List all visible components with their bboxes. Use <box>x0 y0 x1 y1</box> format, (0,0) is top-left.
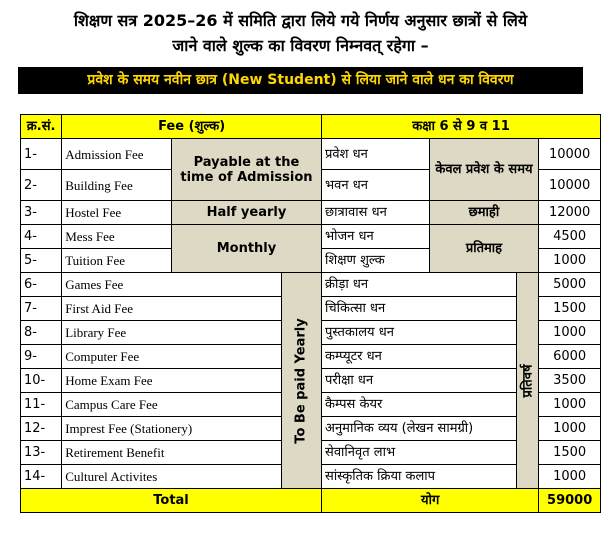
row-serial: 8- <box>21 321 62 345</box>
header-fee: Fee (शुल्क) <box>62 115 322 139</box>
header-class: कक्षा 6 से 9 व 11 <box>322 115 601 139</box>
row-hindi-name: चिकित्सा धन <box>322 297 517 321</box>
group-hostel-en: Half yearly <box>171 201 321 225</box>
row-amount: 4500 <box>539 225 601 249</box>
group-admission-en: Payable at the time of Admission <box>171 139 321 201</box>
table-row <box>21 201 601 225</box>
row-fee-name: Games Fee <box>62 273 281 297</box>
row-hindi-name: परीक्षा धन <box>322 369 517 393</box>
row-amount: 12000 <box>539 201 601 225</box>
total-label-hi: योग <box>322 489 539 513</box>
row-serial: 9- <box>21 345 62 369</box>
row-serial: 3- <box>21 201 62 225</box>
row-hindi-name: भवन धन <box>322 170 430 201</box>
heading-line-2: जाने वाले शुल्क का विवरण निम्नवत् रहेगा – <box>172 36 429 55</box>
row-amount: 10000 <box>539 139 601 170</box>
group-yearly-en: To Be paid Yearly <box>281 273 321 489</box>
row-fee-name: Imprest Fee (Stationery) <box>62 417 281 441</box>
row-fee-name: Retirement Benefit <box>62 441 281 465</box>
row-amount: 3500 <box>539 369 601 393</box>
fee-table <box>20 114 601 513</box>
row-hindi-name: पुस्तकालय धन <box>322 321 517 345</box>
row-fee-name: Building Fee <box>62 170 172 201</box>
row-serial: 2- <box>21 170 62 201</box>
table-row <box>21 225 601 249</box>
row-serial: 13- <box>21 441 62 465</box>
row-amount: 1000 <box>539 321 601 345</box>
row-amount: 5000 <box>539 273 601 297</box>
table-row <box>21 273 601 297</box>
heading-line-1: शिक्षण सत्र 2025–26 में समिति द्वारा लिये गये निर्णय अनुसार छात्रों से लिये <box>73 11 528 30</box>
row-amount: 1500 <box>539 441 601 465</box>
row-serial: 12- <box>21 417 62 441</box>
row-fee-name: Tuition Fee <box>62 249 172 273</box>
table-row <box>21 139 601 170</box>
row-fee-name: Library Fee <box>62 321 281 345</box>
row-fee-name: Computer Fee <box>62 345 281 369</box>
row-fee-name: Campus Care Fee <box>62 393 281 417</box>
row-hindi-name: शिक्षण शुल्क <box>322 249 430 273</box>
row-amount: 6000 <box>539 345 601 369</box>
row-hindi-name: सांस्कृतिक क्रिया कलाप <box>322 465 517 489</box>
row-hindi-name: भोजन धन <box>322 225 430 249</box>
row-serial: 6- <box>21 273 62 297</box>
group-hostel-hi: छमाही <box>429 201 539 225</box>
row-hindi-name: प्रवेश धन <box>322 139 430 170</box>
group-yearly-hi: प्रतिवर्ष <box>517 273 539 489</box>
row-serial: 14- <box>21 465 62 489</box>
new-student-banner: प्रवेश के समय नवीन छात्र (New Student) से लिया जाने वाले धन का विवरण <box>18 67 583 94</box>
row-hindi-name: सेवानिवृत लाभ <box>322 441 517 465</box>
row-hindi-name: कैम्पस केयर <box>322 393 517 417</box>
group-monthly-hi: प्रतिमाह <box>429 225 539 273</box>
row-serial: 4- <box>21 225 62 249</box>
group-monthly-en: Monthly <box>171 225 321 273</box>
row-amount: 10000 <box>539 170 601 201</box>
total-row <box>21 489 601 513</box>
row-amount: 1000 <box>539 249 601 273</box>
page-heading <box>0 8 601 58</box>
header-serial: क्र.सं. <box>21 115 62 139</box>
row-fee-name: Home Exam Fee <box>62 369 281 393</box>
total-label-en: Total <box>21 489 322 513</box>
row-serial: 1- <box>21 139 62 170</box>
row-amount: 1500 <box>539 297 601 321</box>
row-fee-name: Mess Fee <box>62 225 172 249</box>
row-serial: 11- <box>21 393 62 417</box>
row-hindi-name: अनुमानिक व्यय (लेखन सामग्री) <box>322 417 517 441</box>
total-amount: 59000 <box>539 489 601 513</box>
row-fee-name: First Aid Fee <box>62 297 281 321</box>
row-serial: 7- <box>21 297 62 321</box>
row-fee-name: Hostel Fee <box>62 201 172 225</box>
row-serial: 5- <box>21 249 62 273</box>
row-hindi-name: छात्रावास धन <box>322 201 430 225</box>
row-amount: 1000 <box>539 465 601 489</box>
row-fee-name: Culturel Activites <box>62 465 281 489</box>
table-header-row <box>21 115 601 139</box>
row-hindi-name: क्रीड़ा धन <box>322 273 517 297</box>
row-fee-name: Admission Fee <box>62 139 172 170</box>
row-serial: 10- <box>21 369 62 393</box>
row-hindi-name: कम्प्यूटर धन <box>322 345 517 369</box>
group-admission-hi: केवल प्रवेश के समय <box>429 139 539 201</box>
row-amount: 1000 <box>539 393 601 417</box>
row-amount: 1000 <box>539 417 601 441</box>
